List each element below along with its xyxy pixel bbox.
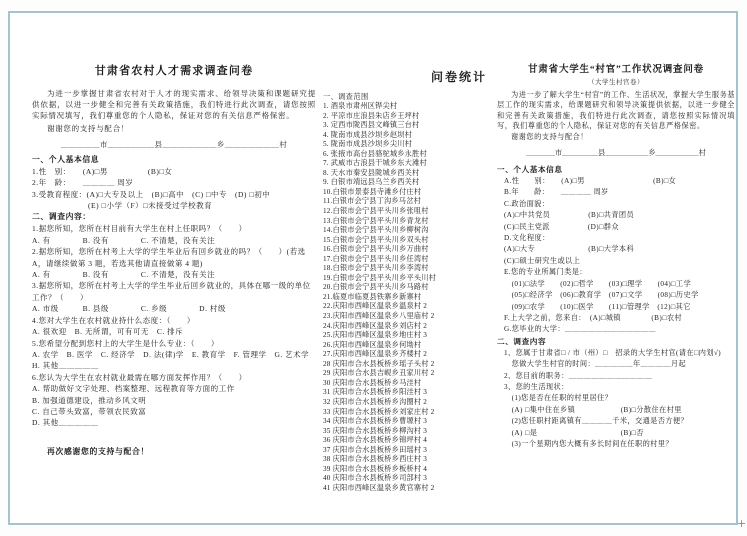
basic-info-line: (09)□农学 (10)□医学 (11)□管理学 (12)□其它: [504, 302, 691, 311]
village-list-item: 15.白银市会宁县平头川乡双头村: [323, 235, 429, 244]
survey-question-line: (A) □集中住在乡镇 (B)□分散住在村里: [504, 405, 682, 414]
left-intro-paragraph: 为进一步掌握甘肃省农村对于人才的现实需求、给领导决策和课题研究提供依据，以进一步健全和完善有关政策措施，我们特进行此次调查，请您按照实际情况填写，我们尊重您的个人隐私，保证对您的有关信息严格保密。: [32, 89, 316, 121]
village-list-item: 24.庆阳市西峰区温泉乡刘店村 2: [323, 321, 428, 330]
village-list-item: 36 庆阳市合水县板桥乡锦坪村 4: [323, 436, 428, 445]
village-list-item: 21.临夏市临夏县铁寨乡新寨村: [323, 292, 422, 301]
right-questionnaire-subtitle: （大学生村官卷）: [588, 79, 644, 86]
basic-info-line: (C)□硕士研究生或以上: [504, 256, 581, 265]
basic-info-line: (E) □小学（F）□未接受过学校教育: [32, 201, 213, 211]
survey-question-line: (3)一个星期内您大概有多长时间在任职的村里？: [504, 439, 673, 448]
left-questionnaire-title: 甘肃省农村人才需求调查问卷: [94, 65, 254, 77]
village-list-item: 40 庆阳市合水县板桥乡司部村 3: [323, 474, 428, 483]
questionnaire-statistics: [323, 68, 489, 493]
village-list-item: 5. 陇南市成县沙坝乡尖川村: [323, 140, 413, 149]
village-list-item: 16.白银市会宁县平头川乡万曲村: [323, 245, 429, 254]
village-list-item: 12.白银市会宁县平头川乡张咀村: [323, 207, 429, 216]
village-list-item: 26.庆阳市西峰区温泉乡何坳村: [323, 340, 422, 349]
left-thanks-line: 谢谢您的支持与配合！: [47, 123, 129, 133]
survey-question-line: 3、您的生活现状：: [504, 382, 569, 391]
survey-question-line: 2.据您所知，您所在村考上大学的学生毕业后有回乡就业的吗？（ ）(若选 A，请继续做第 3 题，若选其他请直接做第 4 题): [32, 247, 306, 268]
left-section-basic-info: 一、个人基本信息: [32, 154, 100, 164]
village-list-item: 11.白银市会宁县丁沟乡马岔村: [323, 197, 421, 206]
survey-question-line: B. 加强道德建设，推动乡风文明: [32, 395, 147, 405]
village-list-item: 22.庆阳市西峰区温泉乡温泉村 2: [323, 302, 428, 311]
basic-info-line: 2.年 龄： ＿＿＿＿ 周岁: [32, 178, 134, 188]
basic-info-line: G.您毕业的大学：＿＿＿＿＿＿＿＿＿＿＿＿: [504, 325, 656, 334]
survey-question-line: (1)您是否在任职的村里居住？: [504, 394, 613, 403]
village-list-item: 6. 张掖市高台县骆驼城乡永胜村: [323, 149, 427, 158]
survey-question-line: A. 市级 B. 县级 C. 乡级 D. 村级: [32, 304, 226, 314]
village-list-item: 2. 平凉市庄浪县朱店乡王坪村: [323, 111, 420, 120]
survey-question-line: 3.据您所知，您所在村考上大学的学生毕业后回乡就业的，具体在哪一级的单位工作？（ ）: [32, 281, 311, 302]
questionnaire-village-official: [497, 61, 735, 450]
right-questionnaire-title: 甘肃省大学生“村官”工作状况调查问卷: [528, 65, 704, 75]
stats-scope-label: 一、调查范围: [323, 93, 369, 101]
village-list-item: 9. 白银市靖远县乌兰乡西关村: [323, 178, 420, 187]
left-survey-lines: [32, 223, 316, 428]
village-list-item: 28 庆阳市合水县板桥乡瑶子头村 2: [323, 359, 435, 368]
survey-question-line: A. 农学 B. 医学 C. 经济学 D. 法(律)学 E. 教育学 F. 管理学 G. 艺术学 H. 其他＿＿＿＿＿: [32, 349, 318, 371]
village-list-item: 35 庆阳市合水县板桥乡柳沟村 3: [323, 426, 428, 435]
stats-village-list: [323, 102, 489, 493]
survey-question-line: 5.您希望分配到您村上的大学生是什么专业：（ ）: [32, 338, 219, 348]
village-list-item: 29 庆阳市合水县吉岘乡丑家川村 2: [323, 369, 435, 378]
left-location-blanks: ＿＿＿＿＿市＿＿＿＿＿＿县＿＿＿＿＿＿＿乡＿＿＿＿＿＿＿村: [60, 139, 288, 149]
right-thanks-line: 谢谢您的支持与配合！: [511, 132, 588, 141]
stats-title: 问卷统计: [430, 70, 487, 84]
survey-question-line: 6.您认为大学生在农村就业最需在哪方面发挥作用？（ ）: [32, 372, 247, 382]
village-list-item: 25.庆阳市西峰区温泉乡地庄村 3: [323, 331, 428, 340]
basic-info-line: B.年 龄： ＿＿＿＿ 周岁: [504, 188, 609, 197]
village-list-item: 3. 定西市陇西县文峰镇三台村: [323, 121, 420, 130]
survey-question-line: (A) □是 (B)□否: [504, 428, 644, 437]
village-list-item: 33 庆阳市合水县板桥乡刘家庄村 2: [323, 407, 435, 416]
basic-info-line: 1.性 别： (A)□男 (B)□女: [32, 166, 173, 176]
village-list-item: 18.白银市会宁县平头川乡李湾村: [323, 264, 429, 273]
questionnaire-rural-talent: [32, 62, 316, 457]
survey-question-line: C. 自己带头致富，带领农民致富: [32, 406, 147, 416]
survey-question-line: D. 其他＿＿＿＿＿: [32, 418, 99, 428]
survey-question-line: (2)您任职村距离镇有＿＿＿＿千米，交通是否方便？: [504, 417, 689, 426]
village-list-item: 7. 武威市古浪县干城乡东大滩村: [323, 159, 427, 168]
survey-question-line: 2、您目前的职务：＿＿＿＿＿＿＿＿＿＿＿: [504, 371, 653, 380]
left-section-survey-content: 二、调查内容：: [32, 212, 91, 222]
village-list-item: 39 庆阳市合水县板桥乡板桥村 4: [323, 464, 428, 473]
village-list-item: 38 庆阳市合水县板桥乡西庄村 3: [323, 455, 428, 464]
village-list-item: 14.白银市会宁县平头川乡柳树沟: [323, 226, 429, 235]
village-list-item: 41 庆阳市西峰区温泉乡黄官寨村 2: [323, 483, 435, 492]
right-survey-lines: [497, 348, 735, 451]
survey-question-line: 1、您属于甘肃省□ / 市（州）□ 招录的大学生村官(请在□内划√): [504, 348, 722, 357]
village-list-item: 1. 酒泉市肃州区铧尖村: [323, 102, 398, 110]
basic-info-line: (C)□民主党派 (D)□群众: [504, 222, 619, 231]
survey-question-line: 4.您对大学生在农村就业持什么态度：（ ）: [32, 315, 195, 325]
survey-question-line: 1.据您所知，您所在村目前有大学生在村上任职吗？（ ）: [32, 224, 247, 234]
basic-info-line: E.您的专业所属门类是：: [504, 268, 587, 277]
basic-info-line: (05)□经济学 (06)□教育学 (07)□文学 (08)□历史学: [504, 291, 699, 300]
right-location-blanks: ＿＿＿＿市＿＿＿＿＿县＿＿＿＿＿＿乡＿＿＿＿＿＿村: [526, 149, 706, 158]
village-list-item: 19.白银市会宁县平头川乡平头川村: [323, 273, 437, 282]
basic-info-line: A.性 别： (A)□男 (B)□女: [504, 177, 677, 186]
survey-question-line: A. 很欢迎 B. 无所谓，可有可无 C. 排斥: [32, 327, 184, 337]
village-list-item: 17.白银市会宁县平头川乡任湾村: [323, 254, 429, 263]
basic-info-line: (01)□法学 (02)□哲学 (03)□理学 (04)□工学: [504, 279, 692, 288]
village-list-item: 10.白银市景泰县寺滩乡付庄村: [323, 187, 422, 196]
village-list-item: 37 庆阳市合水县板桥乡田瑶村 3: [323, 445, 428, 454]
survey-question-line: A. 帮助做好文字处理、档案整理、远程教育等方面的工作: [32, 384, 235, 394]
survey-question-line: A. 有 B. 没有 C. 不清楚，没有关注: [32, 235, 216, 245]
village-list-item: 13.白银市会宁县平头川乡青龙村: [323, 216, 429, 225]
basic-info-line: D.文化程度：: [504, 234, 550, 243]
right-intro-paragraph: 为进一步了解大学生“村官”的工作、生活状况，掌握大学生服务基层工作的现实需求，给课题研究和领导决策提供依据，以进一步健全和完善有关政策措施，我们特进行此次调查，请您按照实际情况填写，我们尊重您的个人隐私，保证对您的有关信息严格保密。: [497, 91, 735, 131]
village-list-item: 20.白银市会宁县平头川乡马路村: [323, 283, 429, 292]
village-list-item: 23.庆阳市西峰区温泉乡八里庙村 2: [323, 312, 435, 321]
village-list-item: 27.庆阳市西峰区温泉乡齐楼村 2: [323, 350, 428, 359]
village-list-item: 31 庆阳市合水县板桥乡阳洼村 3: [323, 388, 428, 397]
survey-question-line: 您做大学生村官的时间：＿＿＿＿＿年＿＿＿＿月起: [504, 360, 687, 369]
basic-info-line: 3.受教育程度：(A)□大专及以上 (B)□高中 (C) □中专 (D) □初中: [32, 189, 271, 199]
left-closing-line: 再次感谢您的支持与配合！: [47, 446, 149, 456]
village-list-item: 32 庆阳市合水县板桥乡沟圈村 2: [323, 397, 428, 406]
basic-info-line: F.上大学之前，您来自： (A)□城镇 (B)□农村: [504, 313, 683, 322]
resize-cursor-icon: +: [737, 517, 747, 530]
basic-info-line: (A)□中共党员 (B)□共青团员: [504, 211, 635, 220]
survey-question-line: A. 有 B. 没有 C. 不清楚，没有关注: [32, 270, 216, 280]
left-basic-info-lines: [32, 166, 316, 212]
village-list-item: 34 庆阳市合水县板桥乡曹塬村 3: [323, 417, 428, 426]
right-section-basic-info: 一、个人基本信息: [497, 165, 563, 175]
village-list-item: 30 庆阳市合水县板桥乡马洼村: [323, 378, 422, 387]
right-section-survey-content: 二、调查内容: [497, 336, 547, 346]
basic-info-line: (A)□大专 (B)□大学本科: [504, 245, 635, 254]
right-basic-info-lines: [497, 176, 735, 336]
village-list-item: 8. 天水市秦安县陇城乡西关村: [323, 168, 420, 177]
village-list-item: 4. 陇南市成县沙坝乡赵坝村: [323, 130, 413, 139]
basic-info-line: C.政治面貌：: [504, 199, 550, 208]
